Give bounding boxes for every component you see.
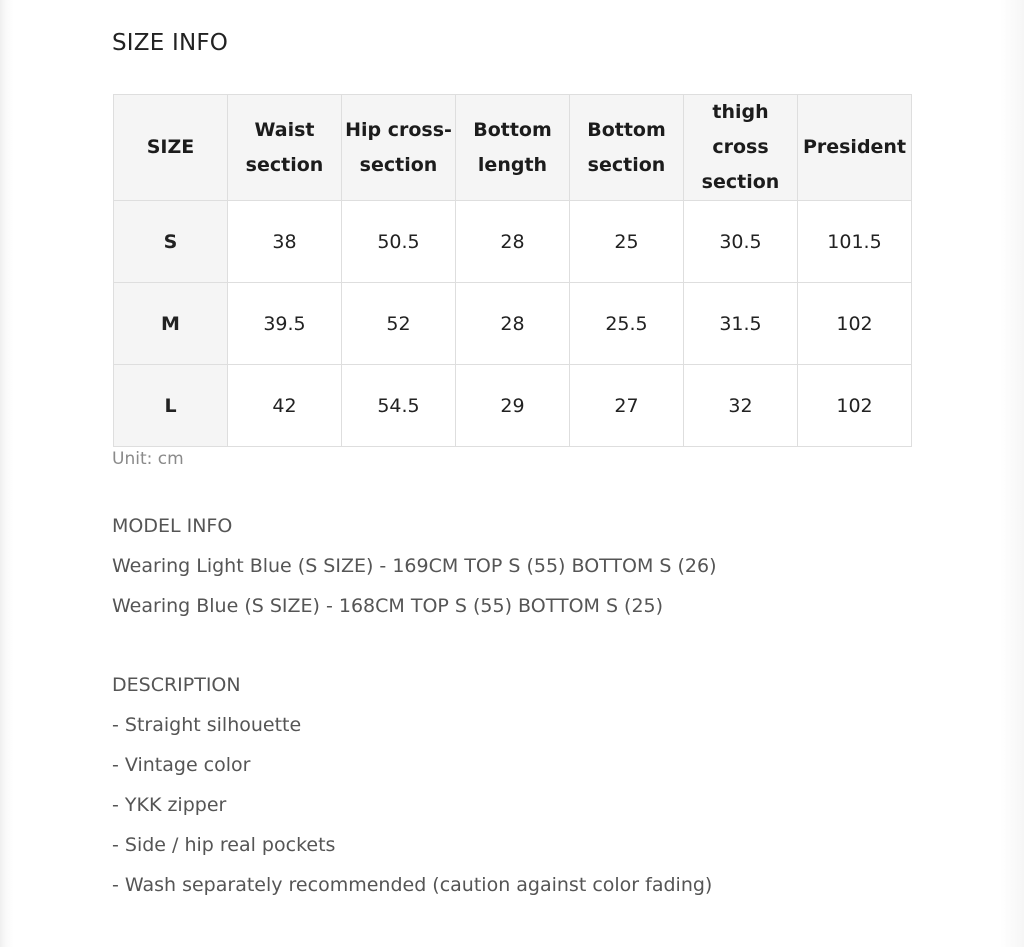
model-info-section <box>112 506 717 626</box>
table-row <box>114 201 912 283</box>
table-cell: 25 <box>570 201 684 283</box>
model-info-line: Wearing Light Blue (S SIZE) - 169CM TOP S (55) BOTTOM S (26) <box>112 555 717 577</box>
table-cell: 25.5 <box>570 283 684 365</box>
table-cell: 27 <box>570 365 684 447</box>
description-item: - Straight silhouette <box>112 714 302 736</box>
table-cell: 38 <box>228 201 342 283</box>
header-bottom-length: Bottom length <box>456 95 570 201</box>
row-size-label: M <box>114 283 228 365</box>
table-row <box>114 283 912 365</box>
table-cell: 29 <box>456 365 570 447</box>
unit-note: Unit: cm <box>112 449 184 469</box>
row-size-label: L <box>114 365 228 447</box>
row-size-label: S <box>114 201 228 283</box>
header-thigh-cross-section: thigh cross section <box>684 95 798 201</box>
description-item: - Side / hip real pockets <box>112 834 336 856</box>
table-cell: 32 <box>684 365 798 447</box>
description-item: - YKK zipper <box>112 794 227 816</box>
table-cell: 102 <box>798 283 912 365</box>
table-cell: 28 <box>456 201 570 283</box>
description-item: - Wash separately recommended (caution against color fading) <box>112 874 713 896</box>
table-cell: 102 <box>798 365 912 447</box>
table-row <box>114 365 912 447</box>
header-waist-section: Waist section <box>228 95 342 201</box>
header-size: SIZE <box>114 95 228 201</box>
table-cell: 30.5 <box>684 201 798 283</box>
model-info-line: Wearing Blue (S SIZE) - 168CM TOP S (55) BOTTOM S (25) <box>112 595 664 617</box>
table-cell: 28 <box>456 283 570 365</box>
table-cell: 52 <box>342 283 456 365</box>
description-section <box>112 665 712 905</box>
table-cell: 54.5 <box>342 365 456 447</box>
size-table <box>113 94 912 447</box>
table-cell: 101.5 <box>798 201 912 283</box>
description-heading: DESCRIPTION <box>112 674 241 696</box>
header-president: President <box>798 95 912 201</box>
description-item: - Vintage color <box>112 754 251 776</box>
table-cell: 39.5 <box>228 283 342 365</box>
header-hip-cross-section: Hip cross-section <box>342 95 456 201</box>
table-cell: 42 <box>228 365 342 447</box>
header-bottom-section: Bottom section <box>570 95 684 201</box>
size-info-title: SIZE INFO <box>112 30 229 56</box>
size-table-header-row <box>114 95 912 201</box>
table-cell: 31.5 <box>684 283 798 365</box>
model-info-heading: MODEL INFO <box>112 515 233 537</box>
table-cell: 50.5 <box>342 201 456 283</box>
